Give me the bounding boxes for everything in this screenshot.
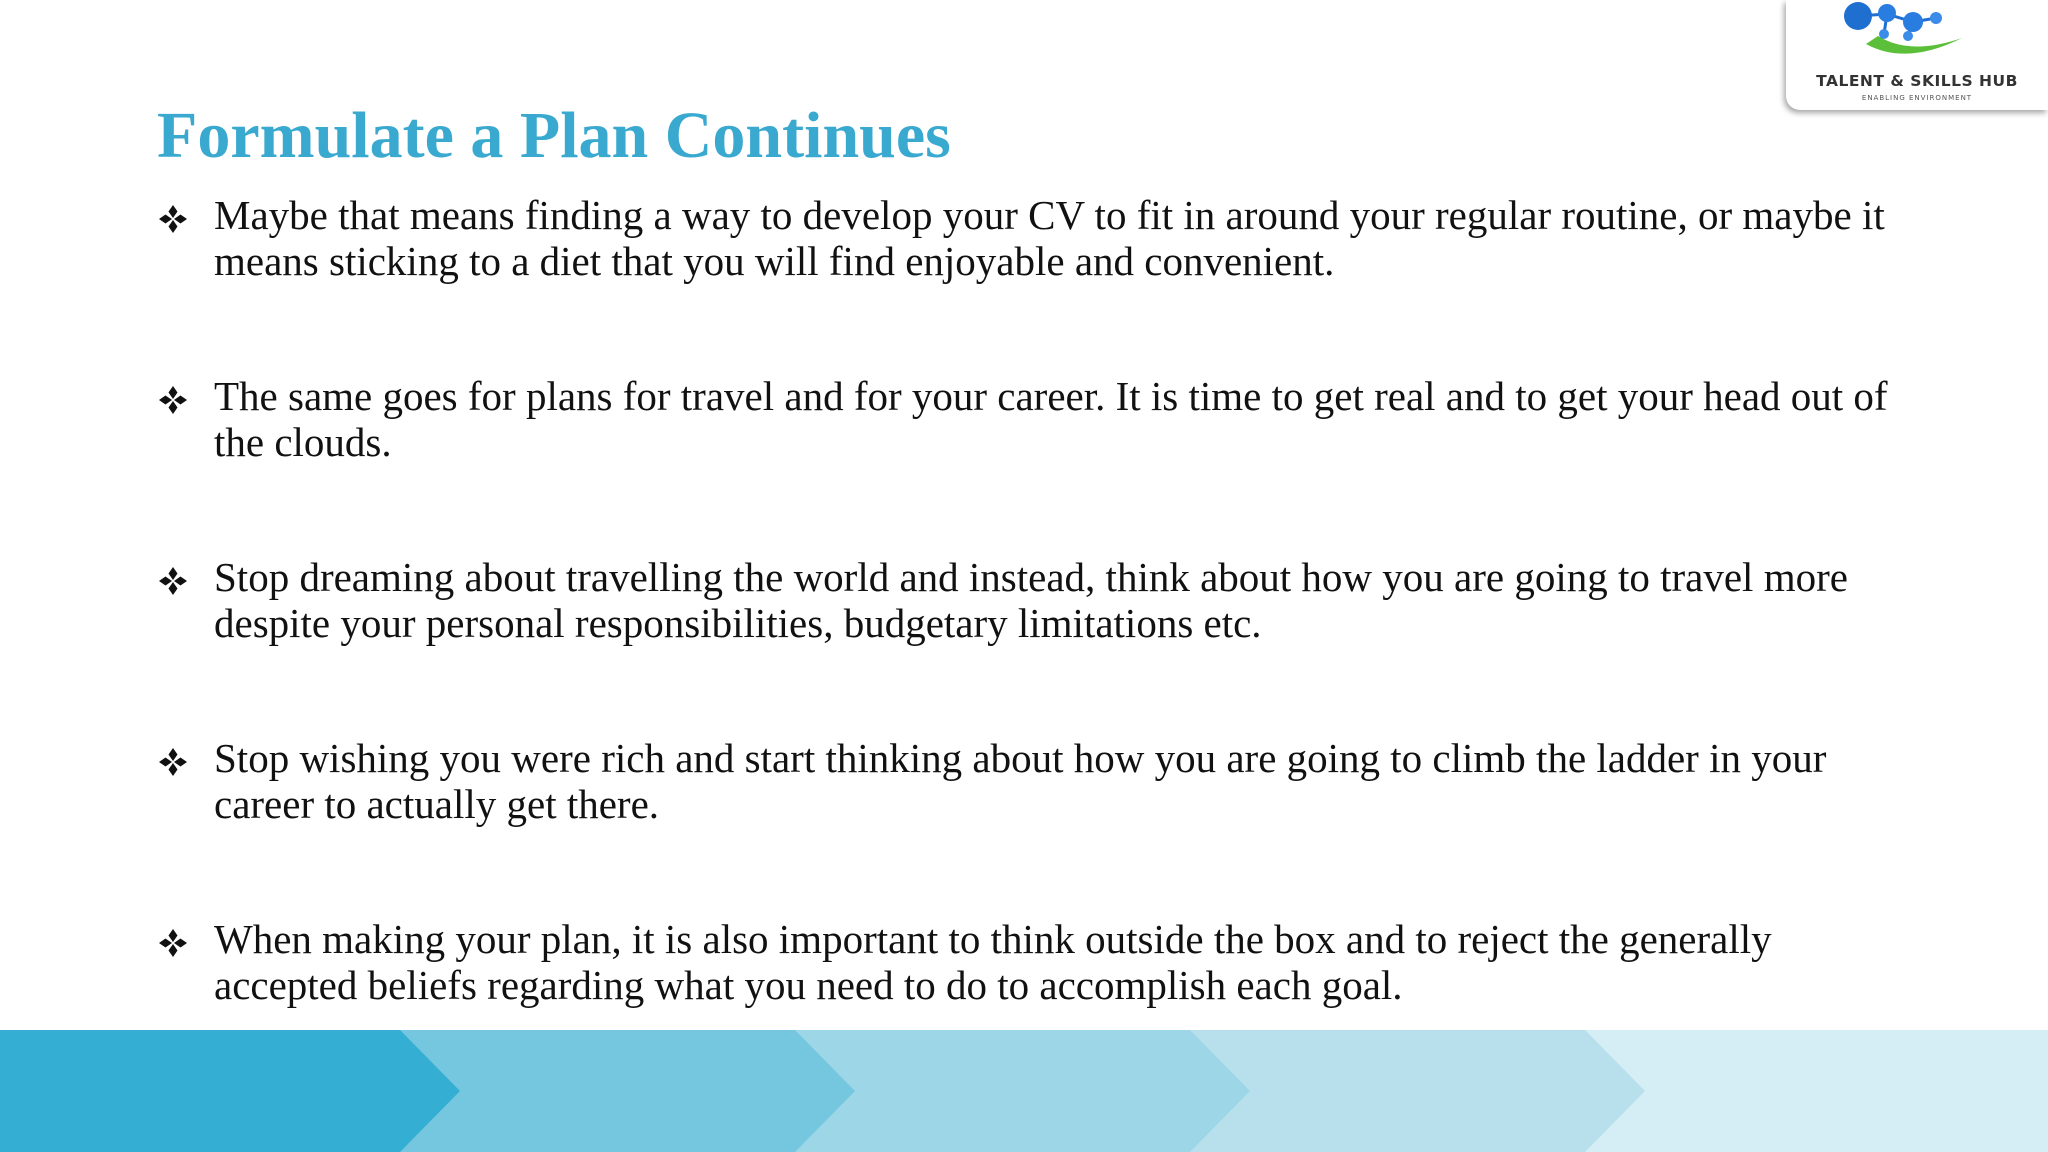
bullet-item: [157, 373, 1917, 465]
bullet-text: Stop wishing you were rich and start thinking about how you are going to climb the ladder in your career to actually get there.: [214, 735, 1827, 827]
bullet-item: [157, 554, 1917, 646]
bullet-list: [157, 192, 1917, 1008]
logo-name: TALENT & SKILLS HUB: [1816, 72, 2018, 90]
slide-title: Formulate a Plan Continues: [157, 99, 951, 172]
four-diamond-bullet-icon: [157, 927, 189, 959]
four-diamond-bullet-icon: [157, 203, 189, 235]
bullet-item: [157, 192, 1917, 284]
network-swoosh-logo-icon: [1786, 0, 2048, 70]
bullet-text: The same goes for plans for travel and for your career. It is time to get real and to get your head out of the clouds.: [214, 373, 1888, 465]
company-logo: [1786, 0, 2048, 110]
chevron-footer-band: [0, 1030, 2048, 1152]
four-diamond-bullet-icon: [157, 384, 189, 416]
bullet-item: [157, 735, 1917, 827]
bullet-text: Stop dreaming about travelling the world and instead, think about how you are going to travel more despite your personal responsibilities, budgetary limitations etc.: [214, 554, 1848, 646]
bullet-text: Maybe that means finding a way to develop your CV to fit in around your regular routine, or maybe it means sticking to a diet that you will find enjoyable and convenient.: [214, 192, 1885, 284]
four-diamond-bullet-icon: [157, 746, 189, 778]
four-diamond-bullet-icon: [157, 565, 189, 597]
bullet-text: When making your plan, it is also important to think outside the box and to reject the generally accepted beliefs regarding what you need to do to accomplish each goal.: [214, 916, 1772, 1008]
bullet-item: [157, 916, 1917, 1008]
logo-tagline: ENABLING ENVIRONMENT: [1861, 94, 1973, 102]
